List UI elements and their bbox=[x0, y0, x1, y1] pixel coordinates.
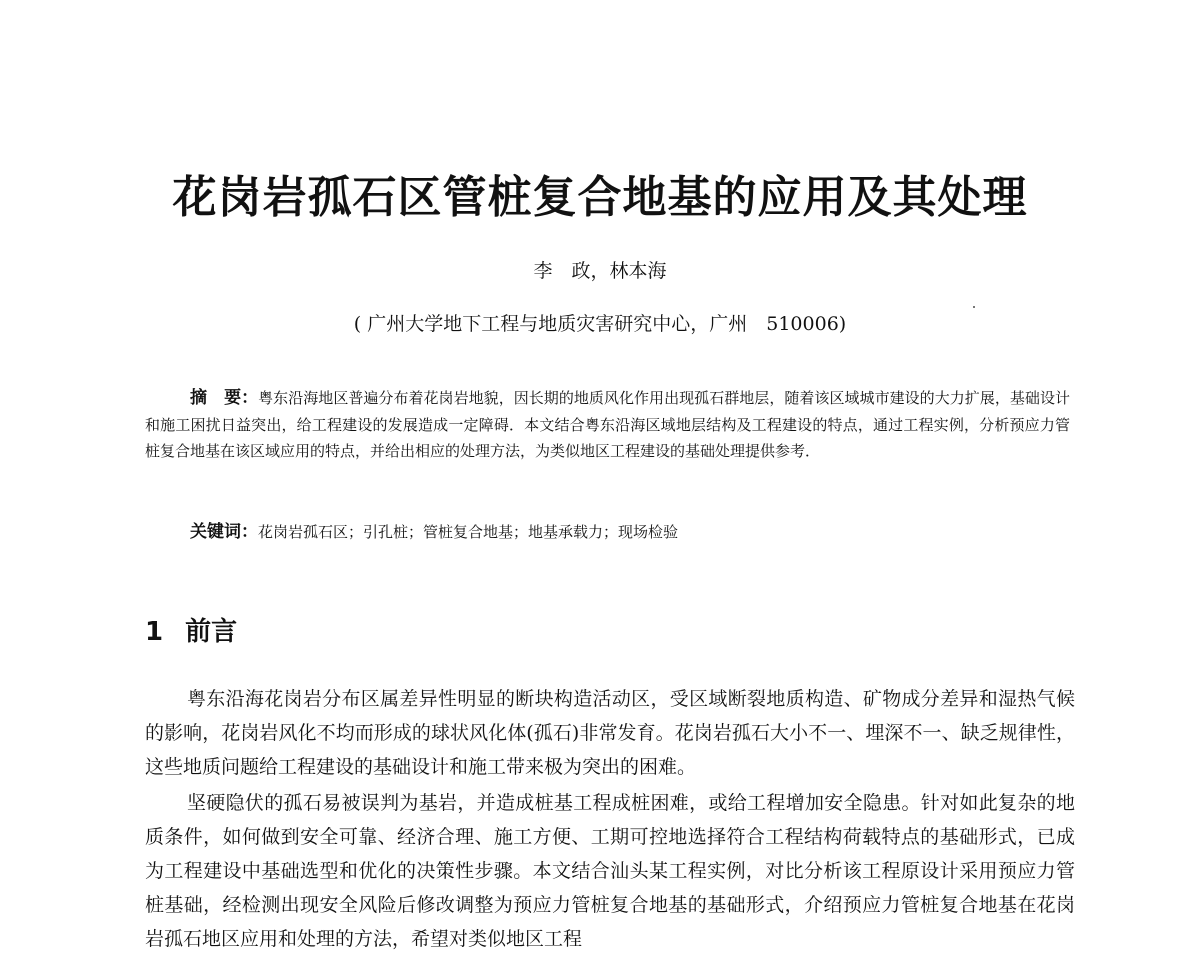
section-title: 前言 bbox=[185, 617, 238, 647]
abstract-label: 摘 要： bbox=[190, 388, 259, 408]
section-number: 1 bbox=[145, 617, 164, 647]
abstract-block bbox=[145, 385, 1070, 465]
paper-authors: 李 政，林本海 bbox=[533, 260, 667, 282]
body-paragraph-2: 坚硬隐伏的孤石易被误判为基岩，并造成桩基工程成桩困难，或给工程增加安全隐患。针对如此复杂的地质条件，如何做到安全可靠、经济合理、施工方便、工期可控地选择符合工程结构荷载特点的基础形式，已成为工程建设中基础选型和优化的决策性步骤。本文结合汕头某工程实例，对比分析该工程原设计采用预应力管桩基础，经检测出现安全风险后修改调整为预应力管桩复合地基的基础形式，介绍预应力管桩复合地基在花岗岩孤石地区应用和处理的方法，希望对类似地区工程 bbox=[145, 792, 1075, 950]
section-heading-1 bbox=[145, 614, 237, 650]
keywords-text: 花岗岩孤石区；引孔桩；管桩复合地基；地基承载力；现场检验 bbox=[258, 523, 679, 541]
keywords-label: 关键词： bbox=[190, 522, 258, 542]
keywords-block bbox=[190, 519, 1070, 545]
paper-title: 花岗岩孤石区管桩复合地基的应用及其处理 bbox=[172, 172, 1028, 223]
paper-affiliation: ( 广州大学地下工程与地质灾害研究中心，广州 510006) bbox=[353, 313, 847, 335]
abstract-text: 粤东沿海地区普遍分布着花岗岩地貌，因长期的地质风化作用出现孤石群地层，随着该区域城市建设的大力扩展，基础设计和施工困扰日益突出，给工程建设的发展造成一定障碍．本文结合粤东沿海区域地层结构及工程建设的特点，通过工程实例，分析预应力管桩复合地基在该区域应用的特点，并给出相应的处理方法，为类似地区工程建设的基础处理提供参考． bbox=[145, 389, 1070, 460]
scan-speck bbox=[973, 306, 975, 308]
body-paragraph-1: 粤东沿海花岗岩分布区属差异性明显的断块构造活动区，受区域断裂地质构造、矿物成分差异和湿热气候的影响，花岗岩风化不均而形成的球状风化体(孤石)非常发育。花岗岩孤石大小不一、埋深不一、缺乏规律性，这些地质问题给工程建设的基础设计和施工带来极为突出的困难。 bbox=[145, 688, 1075, 778]
